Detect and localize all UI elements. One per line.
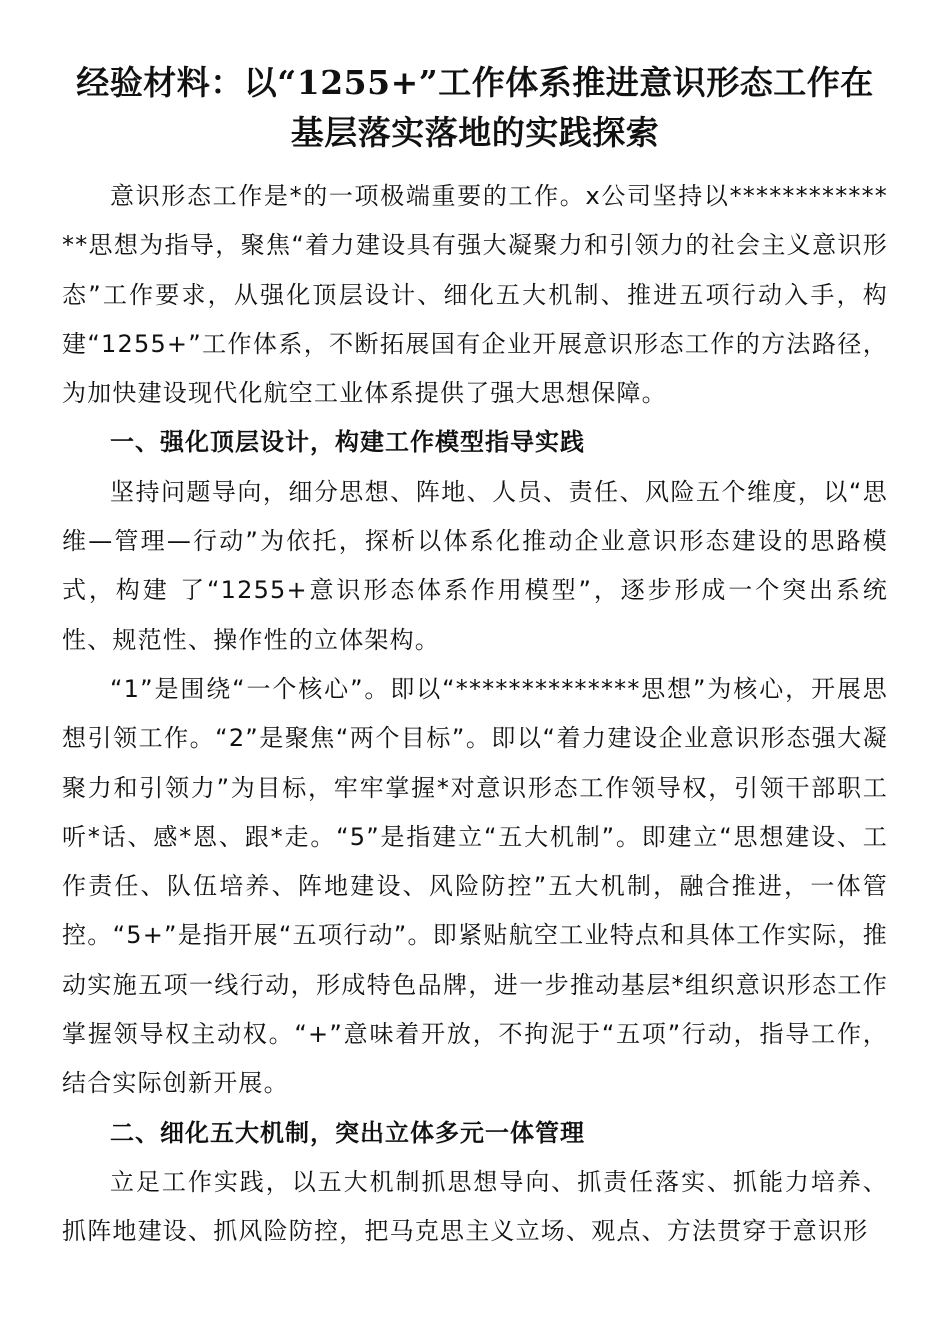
- document-title-line-2: 基层落实落地的实践探索: [290, 113, 660, 152]
- section-1-paragraph-1: 坚持问题导向，细分思想、阵地、人员、责任、风险五个维度，以“思维—管理—行动”为依托，探析以体系化推动企业意识形态建设的思路模式，构建 了“1255+意识形态体系作用模型”，逐步形成一个突出系统性、规范性、操作性的立体架构。: [62, 477, 888, 654]
- section-2-paragraph-1: 立足工作实践，以五大机制抓思想导向、抓责任落实、抓能力培养、抓阵地建设、抓风险防控，把马克思主义立场、观点、方法贯穿于意识形: [62, 1167, 888, 1246]
- document-title: [62, 58, 888, 158]
- intro-paragraph: 意识形态工作是*的一项极端重要的工作。x公司坚持以**************思想为指导，聚焦“着力建设具有强大凝聚力和引领力的社会主义意识形态”工作要求，从强化顶层设计、细化五大机制、推进五项行动入手，构建“1255+”工作体系，不断拓展国有企业开展意识形态工作的方法路径，为加快建设现代化航空工业体系提供了强大思想保障。: [62, 182, 888, 408]
- section-2-heading: 二、细化五大机制，突出立体多元一体管理: [110, 1118, 585, 1147]
- section-1-heading: 一、强化顶层设计，构建工作模型指导实践: [110, 428, 585, 457]
- section-1-paragraph-2: “1”是围绕“一个核心”。即以“**************思想”为核心，开展思想引领工作。“2”是聚焦“两个目标”。即以“着力建设企业意识形态强大凝聚力和引领力”为目标，牢牢掌握*对意识形态工作领导权，引领干部职工听*话、感*恩、跟*走。“5”是指建立“五大机制”。即建立“思想建设、工作责任、队伍培养、阵地建设、风险防控”五大机制，融合推进，一体管控。“5+”是指开展“五项行动”。即紧贴航空工业特点和具体工作实际，推动实施五项一线行动，形成特色品牌，进一步推动基层*组织意识形态工作掌握领导权主动权。“+”意味着开放，不拘泥于“五项”行动，指导工作，结合实际创新开展。: [62, 674, 888, 1098]
- document-title-line-1: 经验材料：以“1255+”工作体系推进意识形态工作在: [76, 63, 874, 102]
